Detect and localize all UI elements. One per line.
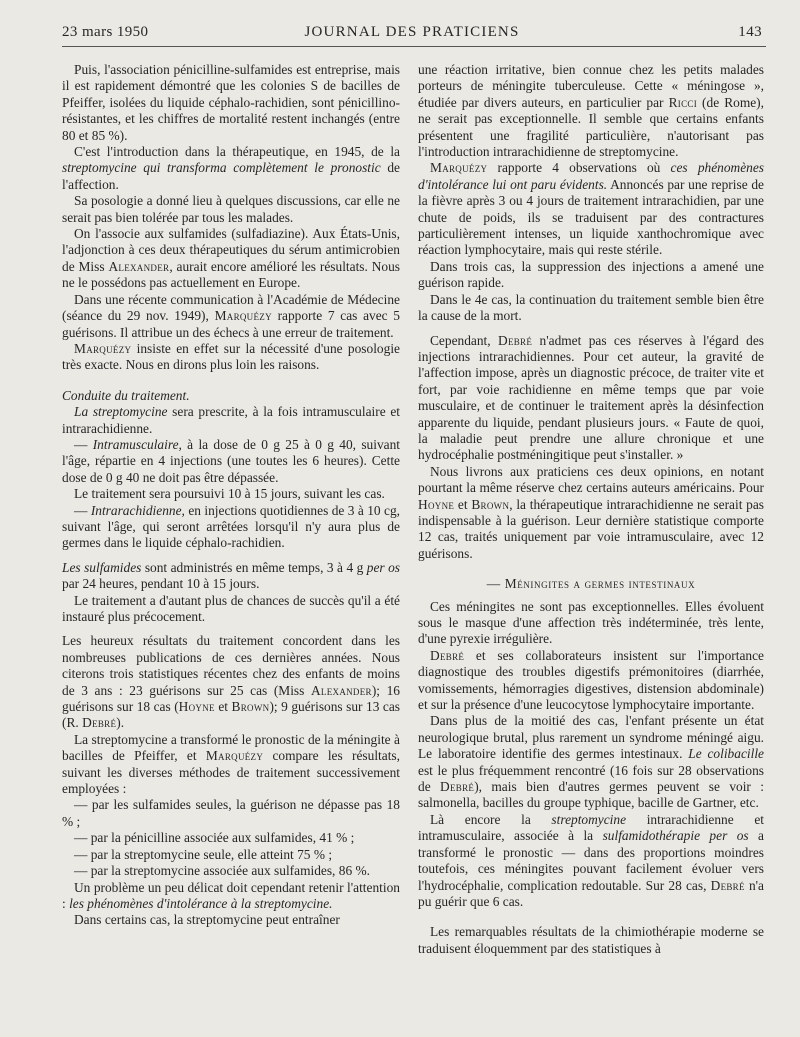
- paragraph: Dans une récente communication à l'Académie de Médecine (séance du 29 nov. 1949), Marquézy rapporte 7 cas avec 5 guérisons. Il attribue un des échecs à une erreur de traitement.: [62, 291, 400, 340]
- running-header: [62, 22, 762, 44]
- paragraph: Les sulfamides sont administrés en même temps, 3 à 4 g per os par 24 heures, pendant 10 à 15 jours.: [62, 559, 401, 592]
- paragraph: La streptomycine a transformé le pronostic de la méningite à bacilles de Pfeiffer, et Marquézy compare les résultats, suivant les diverses méthodes de traitement successivement employées :: [62, 731, 400, 797]
- issue-date: 23 mars 1950: [62, 24, 149, 40]
- paragraph: Dans plus de la moitié des cas, l'enfant présente un état neurologique brutal, plus rarement un syndrome méningé aigu. Le laboratoire identifie des germes intestinaux. Le colibacille est le plus fréquemment rencontré (16 fois sur 28 observations de Debré), mais bien d'autres germes peuvent se voir : salmonella, bacilles du groupe typhique, bacille de Gartner, etc.: [418, 713, 764, 811]
- paragraph: une réaction irritative, bien connue chez les petits malades porteurs de méningite tuberculeuse. Cette « méningose », étudiée par divers auteurs, en particulier par Ricci (de Rome), ne serait pas exceptionnelle. Il semble que certains enfants présentent une fragilité particulière, n'autorisant pas l'introduction intrarachidienne de streptomycine.: [418, 62, 764, 160]
- right-column: [418, 62, 764, 957]
- header-rule: [62, 46, 766, 47]
- paragraph: Dans trois cas, la suppression des injections a amené une guérison rapide.: [418, 258, 764, 291]
- paragraph: Sa posologie a donné lieu à quelques discussions, car elle ne serait pas bien tolérée par tous les malades.: [62, 193, 400, 225]
- paragraph: Là encore la streptomycine intrarachidienne et intramusculaire, associée à la sulfamidothérapie per os a transformé le pronostic — dans des proportions moindres toutefois, ces méningites pouvant facilement évoluer vers l'hydrocéphalie, complication redoutable. Sur 28 cas, Debré n'a pu guérir que 6 cas.: [418, 811, 764, 909]
- page-number: 143: [738, 24, 762, 40]
- paragraph: La streptomycine sera prescrite, à la fois intramusculaire et intrarachidienne.: [62, 404, 401, 436]
- paragraph: Ces méningites ne sont pas exceptionnelles. Elles évoluent sous le masque d'une affection très indéterminée, très lente, d'une pyrexie irrégulière.: [418, 598, 764, 647]
- paragraph: Nous livrons aux praticiens ces deux opinions, en notant pourtant la même réserve chez certains auteurs américains. Pour Hoyne et Brown, la thérapeutique intrarachidienne ne serait pas indispensable à la guérison. Leur dernière statistique comporte 12 cas, traités uniquement par voie intramusculaire, avec 12 guérisons.: [418, 463, 765, 561]
- paragraph: C'est l'introduction dans la thérapeutique, en 1945, de la streptomycine qui transforma complètement le pronostic de l'affection.: [62, 144, 400, 192]
- paragraph: Les heureux résultats du traitement concordent dans les nombreuses publications de ces dernières années. Nous citerons trois statistiques récentes chez des enfants de moins de 3 ans : 23 guérisons sur 25 cas (Miss Alexander); 16 guérisons sur 18 cas (Hoyne et Brown); 9 guérisons sur 13 cas (R. Debré).: [62, 633, 401, 731]
- paragraph: Les remarquables résultats de la chimiothérapie moderne se traduisent éloquemment par des statistiques à: [418, 924, 764, 956]
- paragraph: On l'associe aux sulfamides (sulfadiazine). Aux États-Unis, l'adjonction à ces deux thérapeutiques du sérum antimicrobien de Miss Alexander, aurait encore amélioré les résultats. Nous ne le possédons pas actuellement en Europe.: [62, 226, 400, 291]
- paragraph: — Intrarachidienne, en injections quotidiennes de 3 à 10 cg, suivant l'âge, qui seront arrêtées lorsqu'il n'y aura plus de germes dans le liquide céphalo-rachidien.: [62, 502, 400, 551]
- list-item: — par la streptomycine seule, elle atteint 75 % ;: [74, 846, 333, 862]
- subheading-conduite: Conduite du traitement.: [62, 387, 190, 403]
- paragraph: — Intramusculaire, à la dose de 0 g 25 à 0 g 40, suivant l'âge, répartie en 4 injections (une toutes les 6 heures). Cette dose de 0 g 40 ne doit pas être dépassée.: [62, 436, 400, 485]
- paragraph: Cependant, Debré n'admet pas ces réserves à l'égard des injections intrarachidiennes. Pour cet auteur, la gravité de l'affection impose, après un diagnostic précoce, de traiter vite et fort, par voie rachidienne en même temps que par voie musculaire, et de continuer le traitement après la désinfection apparente du liquide, pendant plusieurs jours. « Faute de quoi, la maladie peut prendre une allure chronique et une hydrocéphalie postméningitique peut s'installer. »: [418, 332, 764, 463]
- list-item: — par les sulfamides seules, la guérison ne dépasse pas 18 % ;: [62, 797, 400, 829]
- list-item: — par la pénicilline associée aux sulfamides, 41 % ;: [74, 830, 355, 846]
- journal-title: JOURNAL DES PRATICIENS: [304, 24, 520, 40]
- paragraph: Debré et ses collaborateurs insistent sur l'importance diagnostique des troubles digestifs prémonitoires (diarrhée, vomissements, hémorragies digestives, distension abdominale) et sur la présence d'une leucocytose lymphocytaire importante.: [418, 647, 764, 713]
- paragraph: Dans certains cas, la streptomycine peut entraîner: [74, 912, 340, 928]
- paragraph: Marquézy rapporte 4 observations où ces phénomènes d'intolérance lui ont paru évidents. Annoncés par une reprise de la fièvre après 3 ou 4 jours de traitement intrarachidien, par une chute de poids, ils se traduisent par des contractures particulièrement intenses, un liquide xanthochromique avec réaction lymphocytaire, mais qui reste stérile.: [418, 160, 765, 258]
- left-column: [62, 62, 400, 929]
- paragraph: Marquézy insiste en effet sur la nécessité d'une posologie très exacte. Nous en dirons plus loin les raisons.: [62, 340, 400, 373]
- paragraph: Le traitement sera poursuivi 10 à 15 jours, suivant les cas.: [74, 486, 385, 502]
- paragraph: Dans le 4e cas, la continuation du traitement semble bien être la cause de la mort.: [418, 291, 764, 324]
- section-heading: — Méningites a germes intestinaux: [486, 576, 696, 592]
- paragraph: Puis, l'association pénicilline-sulfamides est entreprise, mais il est rapidement démontré que les colonies S de bacilles de Pfeiffer, isolées du liquide céphalo-rachidien, sont pénicillino-résistantes, et les chiffres de mortalité restent inchangés (entre 80 et 85 %).: [62, 62, 400, 143]
- paragraph: Le traitement a d'autant plus de chances de succès qu'il a été instauré plus précocement.: [62, 592, 400, 624]
- paragraph: Un problème un peu délicat doit cependant retenir l'attention : les phénomènes d'intolérance à la streptomycine.: [62, 879, 400, 911]
- list-item: — par la streptomycine associée aux sulfamides, 86 %.: [74, 863, 370, 879]
